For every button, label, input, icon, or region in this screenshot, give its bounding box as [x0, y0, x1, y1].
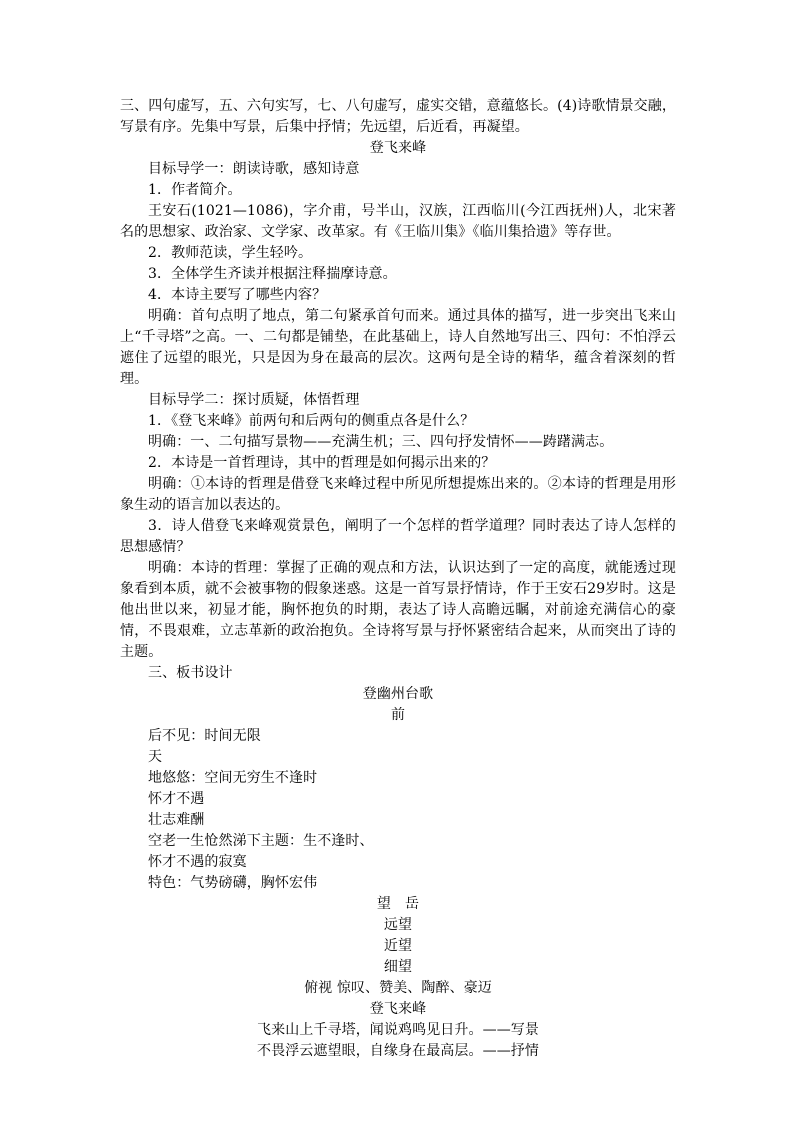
board-poem-line-2: 不畏浮云遮望眼，自缘身在最高层。——抒情: [257, 1043, 539, 1059]
board-line-feature: 特色：气势磅礴，胸怀宏伟: [148, 875, 318, 891]
paragraph-answer-thought: 明确：本诗的哲理：掌握了正确的观点和方法，认识达到了一定的高度，就能透过现象看到本质，就不会被事物的假象迷惑。这是一首写景抒情诗，作于王安石29岁时。这是他出世以来，初显才能，胸怀抱负的时期，表达了诗人高瞻远瞩，对前途充满信心的豪情，不畏艰难，立志革新的政治抱负。全诗将写景与抒怀紧密结合起来，从而突出了诗的主题。: [120, 560, 676, 660]
board-line: 天: [148, 749, 163, 765]
board-line: 怀才不遇: [148, 791, 205, 807]
board-line: 地悠悠：空间无穷生不逢时: [148, 770, 318, 786]
paragraph-poem-analysis-end: 三、四句虚写，五、六句实写，七、八句虚写，虚实交错，意蕴悠长。(4)诗歌情景交融，写景有序。先集中写景，后集中抒情；先远望，后近看，再凝望。: [120, 98, 676, 135]
paragraph-answer-content: 明确：首句点明了地点，第二句紧承首句而来。通过具体的描写，进一步突出飞来山上“千寻塔”之高。一、二句都是铺垫，在此基础上，诗人自然地写出三、四句：不怕浮云遮住了远望的眼光，只是因为身在最高的层次。这两句是全诗的精华，蕴含着深刻的哲理。: [120, 308, 676, 387]
board-line-xi-wang: 细望: [383, 959, 413, 975]
board-line-jin-wang: 近望: [383, 938, 413, 954]
board-title-deng-you-zhou-tai-ge: 登幽州台歌: [362, 686, 434, 702]
board-line-yuan-wang: 远望: [383, 917, 413, 933]
board-line: 空老一生怆然涕下主题：生不逢时、: [148, 833, 374, 849]
board-title-deng-fei-lai-feng: 登飞来峰: [369, 1001, 427, 1017]
item-question-content: 4．本诗主要写了哪些内容？: [148, 287, 327, 303]
board-line-qian: 前: [390, 707, 406, 723]
board-line: 后不见：时间无限: [148, 728, 261, 744]
board-line-fu-shi: 俯视 惊叹、赞美、陶醉、豪迈: [304, 980, 492, 996]
item-question-thought: 3．诗人借登飞来峰观赏景色，阐明了一个怎样的哲学道理？同时表达了诗人怎样的思想感情？: [120, 518, 676, 555]
section-heading-goal-1: 目标导学一：朗读诗歌，感知诗意: [148, 161, 360, 177]
paragraph-answer-philosophy: 明确：①本诗的哲理是借登飞来峰过程中所见所想提炼出来的。②本诗的哲理是用形象生动的语言加以表达的。: [120, 476, 676, 513]
paragraph-author-bio: 王安石(1021—1086)，字介甫，号半山，汉族，江西临川(今江西抚州)人，北宋著名的思想家、政治家、文学家、改革家。有《王临川集》《临川集拾遗》等存世。: [120, 203, 676, 240]
poem-title-deng-fei-lai-feng: 登飞来峰: [369, 140, 427, 156]
board-line: 壮志难酬: [148, 812, 205, 828]
item-author-intro: 1．作者简介。: [148, 182, 242, 198]
paragraph-answer-focus: 明确：一、二句描写景物——充满生机；三、四句抒发情怀——踌躇满志。: [148, 434, 614, 450]
item-class-reading: 3．全体学生齐读并根据注释揣摩诗意。: [148, 266, 397, 282]
item-question-focus: 1．《登飞来峰》前两句和后两句的侧重点各是什么？: [148, 413, 475, 429]
document-body: [120, 96, 676, 1062]
item-teacher-reading: 2．教师范读，学生轻吟。: [148, 245, 313, 261]
section-heading-goal-2: 目标导学二：探讨质疑，体悟哲理: [148, 392, 360, 408]
board-line: 怀才不遇的寂寞: [148, 854, 247, 870]
item-question-philosophy: 2．本诗是一首哲理诗，其中的哲理是如何揭示出来的？: [148, 455, 496, 471]
section-heading-board-design: 三、板书设计: [148, 665, 233, 681]
board-poem-line-1: 飞来山上千寻塔，闻说鸡鸣见日升。——写景: [257, 1022, 539, 1038]
board-title-wang-yue: 望 岳: [376, 896, 420, 912]
